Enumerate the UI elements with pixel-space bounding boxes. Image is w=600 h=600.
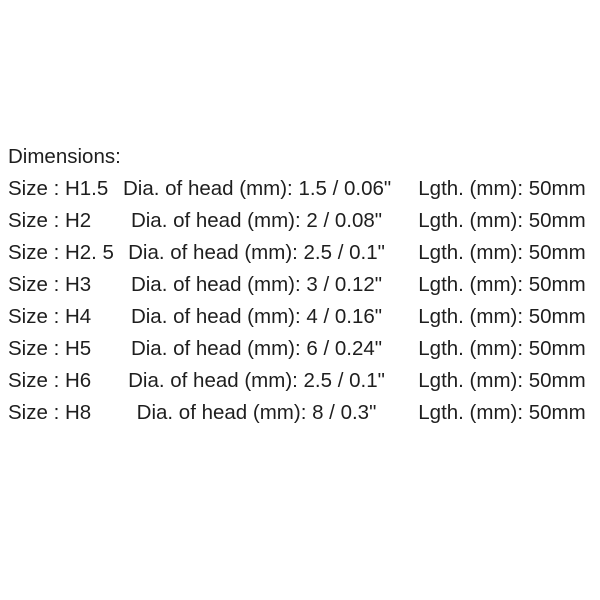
table-row [8, 365, 592, 397]
table-row [8, 205, 592, 237]
table-row [8, 269, 592, 301]
length-cell: Lgth. (mm): 50mm [418, 177, 586, 200]
length-cell: Lgth. (mm): 50mm [418, 209, 586, 232]
size-cell: Size : H8 [8, 401, 92, 424]
size-cell: Size : H4 [8, 305, 92, 328]
dia-cell: Dia. of head (mm): 2.5 / 0.1" [128, 241, 385, 264]
size-cell: Size : H2. 5 [8, 241, 114, 264]
dia-cell: Dia. of head (mm): 6 / 0.24" [130, 337, 383, 360]
table-row [8, 237, 592, 269]
length-cell: Lgth. (mm): 50mm [418, 305, 586, 328]
size-cell: Size : H5 [8, 337, 92, 360]
size-cell: Size : H6 [8, 369, 92, 392]
page-title: Dimensions: [8, 145, 121, 168]
table-row [8, 397, 592, 429]
length-cell: Lgth. (mm): 50mm [418, 369, 586, 392]
length-cell: Lgth. (mm): 50mm [418, 401, 586, 424]
size-cell: Size : H3 [8, 273, 92, 296]
dia-cell: Dia. of head (mm): 8 / 0.3" [136, 401, 377, 424]
dia-cell: Dia. of head (mm): 3 / 0.12" [130, 273, 383, 296]
spec-table [8, 173, 592, 429]
dimensions-section [8, 141, 592, 429]
table-row [8, 333, 592, 365]
length-cell: Lgth. (mm): 50mm [418, 241, 586, 264]
size-cell: Size : H1.5 [8, 177, 109, 200]
dia-cell: Dia. of head (mm): 2.5 / 0.1" [128, 369, 385, 392]
length-cell: Lgth. (mm): 50mm [418, 337, 586, 360]
table-row [8, 301, 592, 333]
size-cell: Size : H2 [8, 209, 92, 232]
dia-cell: Dia. of head (mm): 2 / 0.08" [130, 209, 383, 232]
dia-cell: Dia. of head (mm): 1.5 / 0.06" [123, 177, 392, 200]
length-cell: Lgth. (mm): 50mm [418, 273, 586, 296]
table-row [8, 173, 592, 205]
dia-cell: Dia. of head (mm): 4 / 0.16" [130, 305, 383, 328]
